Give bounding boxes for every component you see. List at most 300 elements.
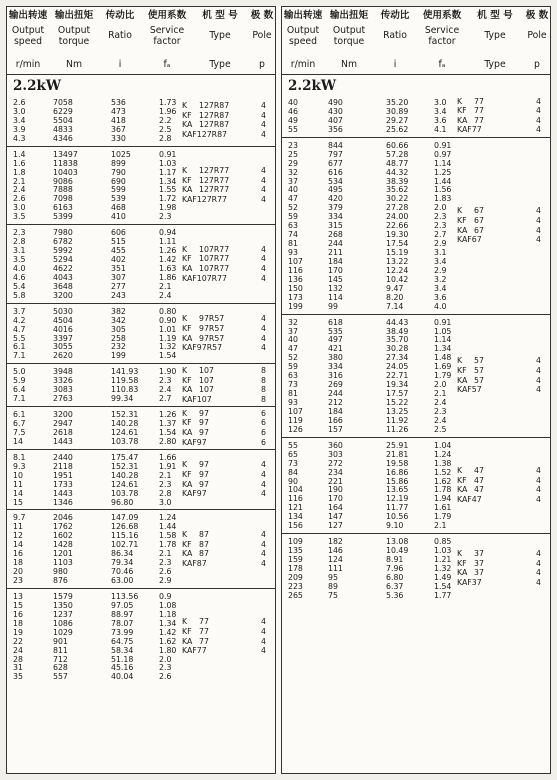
- type-prefix: K: [457, 356, 463, 366]
- type-prefix: KAF127R87: [182, 129, 228, 139]
- header-pole-en: Pole: [527, 30, 547, 41]
- type-list: [159, 95, 275, 146]
- type-model: 97: [199, 470, 209, 480]
- type-model: 127R87: [199, 110, 230, 120]
- speed-cell: 49: [288, 115, 298, 125]
- torque-cell: 10403: [53, 167, 78, 177]
- torque-cell: 7058: [53, 98, 73, 107]
- header-type-unit: Type: [484, 59, 506, 70]
- type-row: [434, 206, 550, 216]
- ratio-cell: 7.14: [386, 301, 404, 311]
- gear-group: [7, 225, 275, 304]
- type-row: [159, 264, 275, 274]
- type-row: [159, 274, 275, 284]
- torque-cell: 3326: [53, 376, 73, 386]
- speed-cell: 3.0: [13, 203, 26, 213]
- ratio-cell: 27.34: [386, 353, 409, 363]
- service-factor-cell: 1.79: [434, 371, 452, 381]
- speed-cell: 11: [13, 479, 23, 489]
- type-row: [159, 549, 275, 559]
- torque-cell: 3648: [53, 281, 73, 291]
- speed-cell: 25: [288, 149, 298, 159]
- torque-cell: 190: [328, 485, 343, 495]
- type-prefix: KA: [182, 333, 193, 343]
- speed-cell: 23: [288, 140, 298, 150]
- speed-cell: 104: [288, 485, 303, 495]
- type-model: 47: [474, 466, 484, 476]
- type-row: [159, 460, 275, 470]
- type-row: [434, 216, 550, 226]
- ratio-cell: 13.22: [386, 256, 409, 266]
- type-model: 77: [199, 627, 209, 637]
- service-factor-cell: 2.1: [159, 549, 172, 559]
- ratio-cell: 1025: [111, 149, 131, 159]
- speed-cell: 18: [13, 618, 23, 628]
- torque-cell: 89: [328, 581, 338, 591]
- ratio-cell: 536: [111, 98, 126, 107]
- torque-cell: 2763: [53, 394, 73, 404]
- pole-cell: 4: [536, 495, 541, 505]
- speed-cell: 35: [13, 672, 23, 682]
- pole-cell: 4: [261, 244, 266, 254]
- gear-group: [282, 438, 550, 534]
- speed-cell: 52: [288, 353, 298, 363]
- type-row: [159, 646, 275, 656]
- type-model: 77: [474, 96, 484, 106]
- pole-cell: 4: [536, 206, 541, 216]
- pole-cell: 4: [261, 343, 266, 353]
- torque-cell: 1029: [53, 627, 73, 637]
- ratio-cell: 199: [111, 351, 126, 361]
- speed-cell: 3.4: [13, 115, 26, 125]
- speed-cell: 28: [13, 654, 23, 664]
- type-prefix: KF: [457, 475, 467, 485]
- speed-cell: 40: [288, 98, 298, 107]
- ratio-cell: 12.24: [386, 265, 409, 275]
- header-type-en: Type: [484, 30, 506, 41]
- speed-cell: 10: [13, 470, 23, 480]
- service-factor-cell: 4.0: [434, 301, 447, 311]
- speed-cell: 8.1: [13, 452, 26, 462]
- type-row: [159, 195, 275, 205]
- ratio-cell: 10.42: [386, 274, 409, 284]
- ratio-cell: 418: [111, 115, 126, 125]
- pole-cell: 4: [261, 129, 266, 139]
- service-factor-cell: 2.3: [159, 212, 172, 222]
- service-factor-cell: 2.9: [434, 265, 447, 275]
- gear-group: [7, 95, 275, 147]
- ratio-cell: 19.34: [386, 380, 409, 390]
- speed-cell: 37: [288, 176, 298, 186]
- service-factor-cell: 2.3: [434, 221, 447, 231]
- type-prefix: K: [182, 166, 188, 176]
- ratio-cell: 22.71: [386, 371, 409, 381]
- torque-cell: 269: [328, 380, 343, 390]
- service-factor-cell: 1.78: [159, 540, 177, 550]
- ratio-cell: 63.00: [111, 576, 134, 585]
- torque-cell: 211: [328, 248, 343, 257]
- pole-cell: 4: [261, 489, 266, 499]
- torque-cell: 3083: [53, 385, 73, 395]
- type-list: [159, 589, 275, 684]
- torque-cell: 677: [328, 158, 343, 168]
- speed-cell: 81: [288, 239, 298, 249]
- header-sf-unit: fₐ: [438, 59, 446, 70]
- torque-cell: 4043: [53, 272, 73, 282]
- pole-cell: 4: [261, 558, 266, 568]
- ratio-cell: 13.08: [386, 537, 409, 547]
- type-row: [159, 637, 275, 647]
- speed-cell: 59: [288, 212, 298, 222]
- gear-group: [7, 147, 275, 226]
- type-row: [159, 489, 275, 499]
- ratio-cell: 78.07: [111, 618, 134, 628]
- torque-cell: 5399: [53, 212, 73, 222]
- speed-cell: 3.5: [13, 255, 26, 264]
- torque-cell: 1103: [53, 558, 73, 568]
- service-factor-cell: 2.4: [434, 398, 447, 407]
- torque-cell: 170: [328, 265, 343, 275]
- torque-cell: 124: [328, 555, 343, 564]
- torque-cell: 146: [328, 546, 343, 556]
- ratio-cell: 330: [111, 133, 126, 143]
- speed-cell: 15: [13, 600, 23, 610]
- torque-cell: 6163: [53, 203, 73, 213]
- ratio-cell: 102.71: [111, 540, 139, 550]
- header-sf-en2: factor: [428, 36, 456, 47]
- service-factor-cell: 1.34: [159, 618, 177, 628]
- service-factor-cell: 2.3: [434, 212, 447, 222]
- type-prefix: KAF87: [182, 558, 207, 568]
- type-model: 87: [199, 549, 209, 559]
- type-row: [159, 245, 275, 255]
- ratio-cell: 15.86: [386, 476, 409, 486]
- type-row: [434, 495, 550, 505]
- ratio-cell: 15.19: [386, 248, 409, 257]
- torque-cell: 303: [328, 449, 343, 459]
- ratio-cell: 790: [111, 167, 126, 177]
- ratio-cell: 152.31: [111, 461, 139, 471]
- ratio-cell: 48.77: [386, 158, 409, 168]
- pole-cell: 4: [536, 235, 541, 245]
- speed-cell: 3.0: [13, 106, 26, 116]
- type-model: 97: [199, 479, 209, 489]
- pole-cell: 4: [536, 578, 541, 587]
- torque-cell: 157: [328, 424, 343, 434]
- speed-cell: 156: [288, 521, 303, 531]
- service-factor-cell: 3.6: [434, 292, 447, 302]
- ratio-cell: 40.04: [111, 672, 134, 682]
- ratio-cell: 175.47: [111, 452, 139, 462]
- torque-cell: 5294: [53, 255, 73, 264]
- torque-cell: 7098: [53, 194, 73, 204]
- service-factor-cell: 1.42: [159, 255, 177, 264]
- ratio-cell: 140.28: [111, 470, 139, 480]
- type-prefix: K: [182, 408, 188, 418]
- service-factor-cell: 2.8: [159, 133, 172, 143]
- speed-cell: 9.3: [13, 461, 26, 471]
- ratio-cell: 79.34: [111, 558, 134, 568]
- type-row: [159, 101, 275, 111]
- service-factor-cell: 3.2: [434, 274, 447, 284]
- pole-cell: 4: [261, 470, 266, 480]
- type-prefix: KF: [182, 375, 192, 385]
- type-row: [434, 549, 550, 559]
- type-prefix: KF: [457, 558, 467, 568]
- speed-cell: 13: [13, 591, 23, 601]
- ratio-cell: 97.05: [111, 600, 134, 610]
- pole-cell: 4: [536, 216, 541, 226]
- type-row: [159, 185, 275, 195]
- header-torque-en2: torque: [58, 36, 90, 47]
- type-list: [159, 450, 275, 510]
- service-factor-cell: 3.1: [434, 248, 447, 257]
- torque-cell: 876: [53, 576, 68, 585]
- type-row: [434, 578, 550, 588]
- torque-cell: 1443: [53, 436, 73, 446]
- speed-cell: 11: [13, 522, 23, 532]
- service-factor-cell: 1.05: [434, 326, 452, 336]
- header-sf-zh: 使用系数: [422, 10, 462, 21]
- speed-cell: 29: [288, 158, 298, 168]
- ratio-cell: 305: [111, 324, 126, 334]
- service-factor-cell: 2.9: [434, 239, 447, 249]
- torque-cell: 182: [328, 537, 343, 547]
- ratio-cell: 13.25: [386, 406, 409, 416]
- type-model: 127R77: [199, 166, 230, 176]
- header-speed-unit: r/min: [15, 59, 41, 70]
- type-row: [159, 438, 275, 448]
- service-factor-cell: 1.58: [159, 531, 177, 541]
- speed-cell: 135: [288, 546, 303, 556]
- torque-cell: 421: [328, 344, 343, 354]
- type-model: 107R77: [199, 263, 230, 273]
- ratio-cell: 7.96: [386, 563, 404, 573]
- service-factor-cell: 1.63: [159, 263, 177, 273]
- speed-cell: 52: [288, 203, 298, 213]
- torque-cell: 1762: [53, 522, 73, 532]
- torque-cell: 316: [328, 371, 343, 381]
- pole-cell: 4: [261, 460, 266, 470]
- torque-cell: 495: [328, 185, 343, 195]
- header-ratio-en: Ratio: [383, 30, 407, 41]
- type-prefix: KAF67: [457, 235, 482, 245]
- speed-cell: 265: [288, 590, 303, 600]
- service-factor-cell: 3.4: [434, 283, 447, 293]
- speed-cell: 199: [288, 301, 303, 311]
- type-prefix: K: [182, 366, 188, 375]
- service-factor-cell: 2.9: [159, 576, 172, 585]
- ratio-cell: 30.28: [386, 344, 409, 354]
- ratio-cell: 113.56: [111, 591, 139, 601]
- type-row: [159, 324, 275, 334]
- gear-group: [282, 315, 550, 438]
- pole-cell: 4: [536, 466, 541, 476]
- type-list: [434, 138, 550, 314]
- service-factor-cell: 1.03: [434, 546, 452, 556]
- torque-cell: 360: [328, 440, 343, 450]
- ratio-cell: 342: [111, 315, 126, 325]
- torque-cell: 1428: [53, 540, 73, 550]
- header-sf-en1: Service: [149, 25, 185, 36]
- header-speed-en1: Output: [286, 25, 320, 36]
- speed-cell: 116: [288, 265, 303, 275]
- speed-cell: 55: [288, 440, 298, 450]
- torque-cell: 1602: [53, 531, 73, 541]
- type-prefix: KA: [182, 263, 193, 273]
- torque-cell: 4346: [53, 133, 73, 143]
- ratio-cell: 22.66: [386, 221, 409, 231]
- service-factor-cell: 1.86: [159, 272, 177, 282]
- ratio-cell: 51.18: [111, 654, 134, 664]
- service-factor-cell: 1.91: [159, 461, 177, 471]
- ratio-cell: 30.22: [386, 194, 409, 204]
- ratio-cell: 899: [111, 158, 126, 168]
- service-factor-cell: 1.44: [159, 522, 177, 532]
- type-row: [434, 366, 550, 376]
- torque-cell: 1951: [53, 470, 73, 480]
- service-factor-cell: 2.3: [159, 663, 172, 673]
- speed-cell: 4.6: [13, 272, 26, 282]
- torque-cell: 356: [328, 124, 343, 134]
- type-model: 97: [199, 427, 209, 437]
- type-prefix: K: [182, 530, 188, 539]
- service-factor-cell: 2.3: [434, 406, 447, 416]
- ratio-cell: 232: [111, 342, 126, 352]
- ratio-cell: 25.62: [386, 124, 409, 134]
- service-factor-cell: 1.08: [159, 600, 177, 610]
- service-factor-cell: 1.98: [159, 203, 177, 213]
- type-model: 47: [474, 475, 484, 485]
- service-factor-cell: 2.1: [159, 281, 172, 291]
- torque-cell: 315: [328, 221, 343, 231]
- type-prefix: KA: [182, 120, 193, 130]
- speed-cell: 55: [288, 124, 298, 134]
- speed-cell: 40: [288, 185, 298, 195]
- speed-cell: 6.1: [13, 342, 26, 352]
- torque-cell: 132: [328, 283, 343, 293]
- type-model: 67: [474, 216, 484, 226]
- ratio-cell: 15.22: [386, 398, 409, 407]
- speed-cell: 4.0: [13, 263, 26, 273]
- torque-cell: 380: [328, 353, 343, 363]
- torque-cell: 490: [328, 98, 343, 107]
- ratio-cell: 44.43: [386, 317, 409, 327]
- pole-cell: 6: [261, 427, 266, 437]
- torque-cell: 557: [53, 672, 68, 682]
- service-factor-cell: 1.78: [434, 485, 452, 495]
- service-factor-cell: 1.04: [434, 440, 452, 450]
- type-model: 47: [474, 485, 484, 495]
- header-ratio-en: Ratio: [108, 30, 132, 41]
- speed-cell: 2.1: [13, 176, 26, 186]
- service-factor-cell: 1.73: [159, 98, 177, 107]
- torque-cell: 5504: [53, 115, 73, 125]
- speed-cell: 178: [288, 563, 303, 573]
- service-factor-cell: 0.91: [159, 149, 177, 159]
- catalog-page: [6, 6, 551, 774]
- ratio-cell: 8.20: [386, 292, 404, 302]
- pole-cell: 4: [261, 530, 266, 539]
- power-section-title: 2.2kW: [13, 78, 62, 94]
- speed-cell: 18: [13, 558, 23, 568]
- ratio-cell: 17.54: [386, 239, 409, 249]
- torque-cell: 379: [328, 203, 343, 213]
- pole-cell: 4: [536, 125, 541, 135]
- ratio-cell: 258: [111, 333, 126, 343]
- service-factor-cell: 2.8: [159, 488, 172, 498]
- pole-cell: 4: [261, 627, 266, 637]
- service-factor-cell: 1.17: [159, 167, 177, 177]
- ratio-cell: 515: [111, 237, 126, 247]
- torque-cell: 844: [328, 140, 343, 150]
- torque-cell: 7980: [53, 228, 73, 238]
- type-list: [159, 407, 275, 449]
- pole-cell: 4: [536, 385, 541, 395]
- speed-cell: 3.9: [13, 124, 26, 134]
- pole-cell: 4: [261, 263, 266, 273]
- speed-cell: 6.7: [13, 419, 26, 428]
- type-model: 77: [199, 617, 209, 627]
- torque-cell: 1579: [53, 591, 73, 601]
- service-factor-cell: 1.14: [434, 158, 452, 168]
- pole-cell: 4: [536, 115, 541, 125]
- ratio-cell: 27.28: [386, 203, 409, 213]
- service-factor-cell: 2.6: [159, 567, 172, 577]
- service-factor-cell: 1.72: [159, 194, 177, 204]
- speed-cell: 14: [13, 488, 23, 498]
- pole-cell: 4: [261, 185, 266, 195]
- speed-cell: 40: [288, 335, 298, 345]
- header-sf-zh: 使用系数: [147, 10, 187, 21]
- type-row: [434, 559, 550, 569]
- speed-cell: 150: [288, 283, 303, 293]
- service-factor-cell: 3.0: [434, 98, 447, 107]
- type-row: [434, 97, 550, 107]
- torque-cell: 2947: [53, 419, 73, 428]
- speed-cell: 7.1: [13, 351, 26, 361]
- type-model: 107: [199, 375, 214, 385]
- service-factor-cell: 1.52: [434, 467, 452, 477]
- type-row: [434, 385, 550, 395]
- type-prefix: KAF107: [182, 394, 212, 404]
- torque-cell: 3055: [53, 342, 73, 352]
- type-prefix: KF: [457, 216, 467, 226]
- torque-cell: 1733: [53, 479, 73, 489]
- ratio-cell: 11.26: [386, 424, 409, 434]
- service-factor-cell: 0.90: [159, 315, 177, 325]
- service-factor-cell: 1.11: [159, 237, 177, 247]
- torque-cell: 1346: [53, 497, 73, 507]
- pole-cell: 4: [261, 314, 266, 324]
- type-prefix: K: [182, 314, 188, 324]
- type-row: [434, 568, 550, 578]
- torque-cell: 111: [328, 563, 343, 573]
- type-row: [159, 418, 275, 428]
- service-factor-cell: 1.18: [159, 609, 177, 619]
- service-factor-cell: 1.62: [434, 476, 452, 486]
- ratio-cell: 96.80: [111, 497, 134, 507]
- speed-cell: 59: [288, 362, 298, 372]
- service-factor-cell: 1.24: [434, 449, 452, 459]
- speed-cell: 3.7: [13, 306, 26, 316]
- type-list: [434, 95, 550, 137]
- type-row: [159, 409, 275, 419]
- speed-cell: 14: [13, 540, 23, 550]
- header-type-en: Type: [209, 30, 231, 41]
- service-factor-cell: 2.3: [159, 376, 172, 386]
- type-model: 127R77: [199, 175, 230, 185]
